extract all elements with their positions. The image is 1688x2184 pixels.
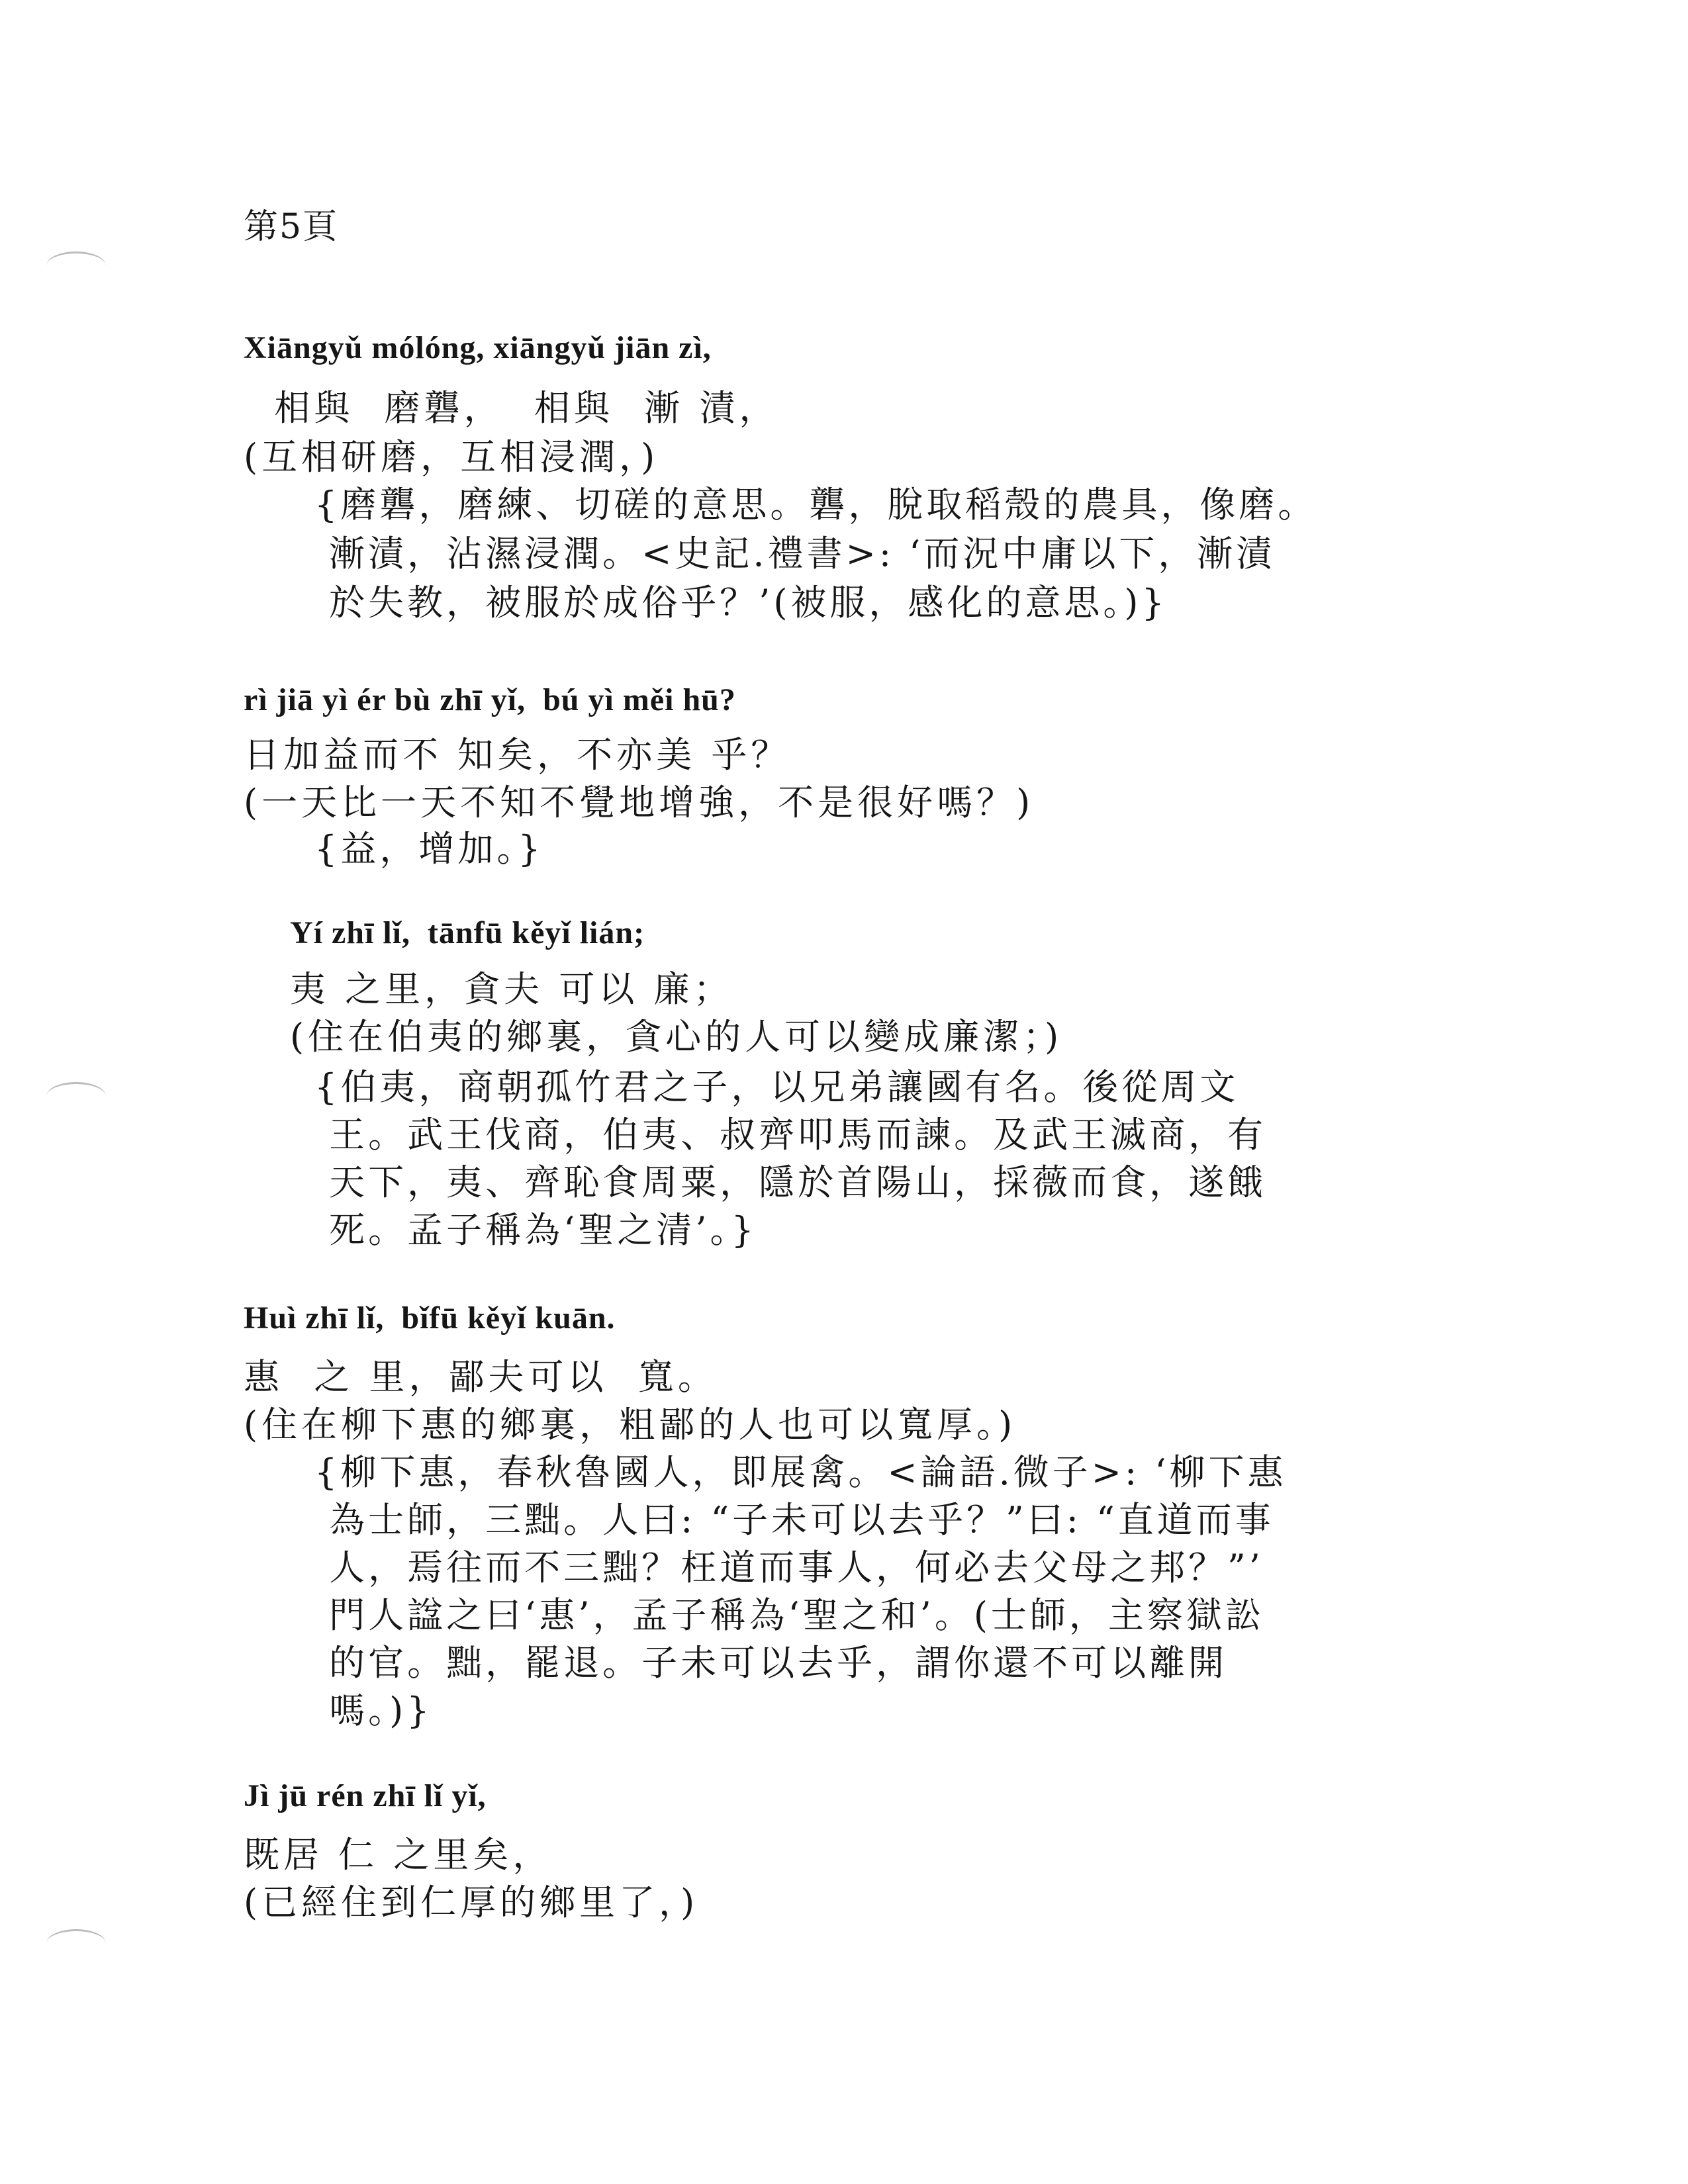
note-line: {柳下惠，春秋魯國人，即展禽。<論語.微子>: ‘柳下惠: [314, 1451, 1287, 1493]
page-title: 第5頁: [244, 207, 339, 247]
pinyin-line: Yí zhī lǐ, tānfū kěyǐ lián;: [290, 915, 645, 950]
scan-mark-middle: [46, 1082, 106, 1111]
chinese-line: 日加益而不 知矣，不亦美 乎？: [244, 734, 791, 776]
pinyin-line: Xiāngyǔ mólóng, xiāngyǔ jiān zì,: [244, 330, 712, 365]
note-line: 死。孟子稱為‘聖之清’。}: [314, 1209, 757, 1251]
chinese-line: 惠 之 里，鄙夫可以 寬。: [244, 1356, 718, 1398]
note-line: {伯夷，商朝孤竹君之子，以兄弟讓國有名。後從周文: [314, 1066, 1239, 1108]
chinese-line: 既居 仁 之里矣，: [244, 1834, 553, 1876]
note-line: 門人諡之曰‘惠’，孟子稱為‘聖之和’。(士師，主察獄訟: [314, 1594, 1264, 1636]
note-line: {益，增加。}: [314, 828, 544, 870]
chinese-line: 相與 磨礱， 相與 漸 漬，: [244, 387, 779, 429]
note-line: 嗎。)}: [314, 1690, 433, 1731]
pinyin-line: rì jiā yì ér bù zhī yǐ, bú yì měi hū?: [244, 682, 736, 717]
note-line: 於失教，被服於成俗乎？’(被服，感化的意思。)}: [314, 582, 1168, 623]
note-line: 為士師，三黜。人曰: “子未可以去乎？”曰: “直道而事: [314, 1499, 1274, 1541]
translation-line: (住在伯夷的鄉裏，貪心的人可以變成廉潔；): [290, 1016, 1063, 1058]
pinyin-line: Jì jū rén zhī lǐ yǐ,: [244, 1778, 487, 1813]
translation-line: (互相研磨，互相浸潤，): [244, 436, 659, 478]
note-line: 漸漬，沾濕浸潤。<史記.禮書>: ‘而況中庸以下，漸漬: [314, 533, 1276, 574]
translation-line: (住在柳下惠的鄉裏，粗鄙的人也可以寬厚。): [244, 1404, 1017, 1445]
translation-line: (一天比一天不知不覺地增強，不是很好嗎？): [244, 782, 1035, 823]
note-line: 天下，夷、齊恥食周粟，隱於首陽山，採薇而食，遂餓: [314, 1161, 1267, 1203]
chinese-line: 夷 之里，貪夫 可以 廉；: [290, 968, 733, 1010]
note-line: 的官。黜，罷退。子未可以去乎，謂你還不可以離開: [314, 1642, 1228, 1684]
note-line: 王。武王伐商，伯夷、叔齊叩馬而諫。及武王滅商，有: [314, 1114, 1267, 1156]
note-line: {磨礱，磨練、切磋的意思。礱，脫取稻殼的農具，像磨。: [314, 484, 1317, 525]
scan-mark-top: [46, 251, 106, 280]
pinyin-line: Huì zhī lǐ, bǐfū kěyǐ kuān.: [244, 1300, 616, 1336]
translation-line: (已經住到仁厚的鄉里了，): [244, 1882, 699, 1923]
note-line: 人，焉往而不三黜？枉道而事人，何必去父母之邦？”’: [314, 1547, 1264, 1588]
scan-mark-bottom: [46, 1929, 106, 1958]
